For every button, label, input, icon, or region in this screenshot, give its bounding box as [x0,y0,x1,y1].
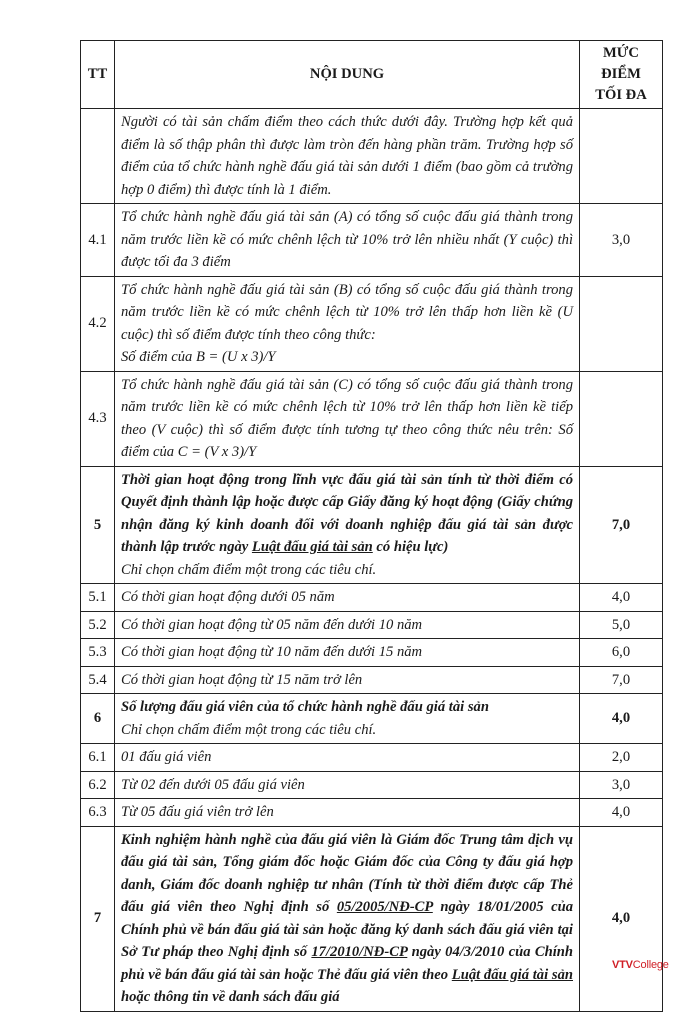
criteria-title: Thời gian hoạt động trong lĩnh vực đấu giá tài sản tính từ thời điểm có Quyết định thành lập hoặc được cấp Giấy đăng ký hoạt động (Giấy chứng nhận đăng ký kinh doanh đối với doanh nghiệp đấu giá tài sản được thành lập trước ngày Luật đấu giá tài sản có hiệu lực) [121,471,573,555]
header-tt: TT [81,41,115,109]
row-tt [81,109,115,204]
row-score: 2,0 [580,744,663,772]
row-score: 4,0 [580,584,663,612]
criteria-note: Chỉ chọn chấm điểm một trong các tiêu chí. [121,721,377,738]
row-tt: 4.2 [81,276,115,371]
table-row [81,611,663,639]
table-row [81,276,663,371]
row-content: 01 đấu giá viên [115,744,580,772]
table-row [81,694,663,744]
row-score: 4,0 [580,799,663,827]
row-content [115,276,580,371]
table-header-row [81,41,663,109]
row-score [580,371,663,466]
row-tt: 5.4 [81,666,115,694]
row-score: 4,0 [580,826,663,1011]
row-score: 4,0 [580,694,663,744]
row-tt: 6.2 [81,771,115,799]
row-content: Từ 02 đến dưới 05 đấu giá viên [115,771,580,799]
vtv-college-logo: VTVCollege [612,959,669,971]
criteria-title: Số lượng đấu giá viên của tổ chức hành nghề đấu giá tài sản [121,699,489,715]
table-row [81,826,663,1011]
row-content: Tổ chức hành nghề đấu giá tài sản (A) có tổng số cuộc đấu giá thành trong năm trước liền kề có mức chênh lệch từ 10% trở lên nhiều nhất (Y cuộc) thì được tối đa 3 điểm [115,204,580,277]
law-link: Luật đấu giá tài sản [451,966,573,983]
row-score: 7,0 [580,466,663,584]
row-content: Có thời gian hoạt động từ 10 năm đến dưới 15 năm [115,639,580,667]
decree-link: 05/2005/NĐ-CP [336,899,433,915]
row-tt: 5.1 [81,584,115,612]
table-row [81,109,663,204]
row-tt: 4.3 [81,371,115,466]
row-tt: 5 [81,466,115,584]
criteria-table [80,40,663,1012]
table-row [81,771,663,799]
header-score: MỨC ĐIỂM TỐI ĐA [580,41,663,109]
table-row [81,744,663,772]
row-tt: 4.1 [81,204,115,277]
row-content: Từ 05 đấu giá viên trở lên [115,799,580,827]
row-score: 6,0 [580,639,663,667]
row-content [115,466,580,584]
table-row [81,371,663,466]
table-row [81,584,663,612]
row-score [580,109,663,204]
row-score [580,276,663,371]
row-score: 5,0 [580,611,663,639]
row-tt: 7 [81,826,115,1011]
row-content: Có thời gian hoạt động từ 15 năm trở lên [115,666,580,694]
row-content: Người có tài sản chấm điểm theo cách thức dưới đây. Trường hợp kết quả điểm là số thập phân thì được làm tròn đến hàng phần trăm. Trường hợp số điểm của tổ chức hành nghề đấu giá tài sản dưới 1 điểm (bao gồm cả trường hợp 0 điểm) thì được tính là 1 điểm. [115,109,580,204]
row-formula: Số điểm của B = (U x 3)/Y [121,349,276,365]
row-score: 3,0 [580,204,663,277]
row-content: Có thời gian hoạt động dưới 05 năm [115,584,580,612]
row-content: Có thời gian hoạt động từ 05 năm đến dưới 10 năm [115,611,580,639]
header-content: NỘI DUNG [115,41,580,109]
row-tt: 6.3 [81,799,115,827]
row-content [115,694,580,744]
row-tt: 6.1 [81,744,115,772]
row-tt: 5.2 [81,611,115,639]
row-content: Tổ chức hành nghề đấu giá tài sản (C) có tổng số cuộc đấu giá thành trong năm trước liền kề có mức chênh lệch từ 10% trở lên thấp hơn liền kề tiếp theo (V cuộc) thì số điểm được tính tương tự theo công thức nêu trên: Số điểm của C = (V x 3)/Y [115,371,580,466]
table-row [81,666,663,694]
row-tt: 6 [81,694,115,744]
table-row [81,204,663,277]
row-score: 7,0 [580,666,663,694]
row-content-text: Tổ chức hành nghề đấu giá tài sản (B) có tổng số cuộc đấu giá thành trong năm trước liền kề có mức chênh lệch từ 10% trở lên thấp hơn liền kề (U cuộc) thì số điểm được tính theo công thức: [121,281,573,343]
table-row [81,639,663,667]
table-row [81,799,663,827]
criteria-note: Chỉ chọn chấm điểm một trong các tiêu chí. [121,561,377,578]
law-link: Luật đấu giá tài sản [251,539,373,555]
row-content: Kinh nghiệm hành nghề của đấu giá viên là Giám đốc Trung tâm dịch vụ đấu giá tài sản, Tổng giám đốc hoặc Giám đốc của Công ty đấu giá hợp danh, Giám đốc doanh nghiệp tư nhân (Tính từ thời điểm được cấp Thẻ đấu giá viên theo Nghị định số 05/2005/NĐ-CP ngày 18/01/2005 của Chính phủ về bán đấu giá tài sản hoặc đăng ký danh sách đấu giá viên tại Sở Tư pháp theo Nghị định số 17/2010/NĐ-CP ngày 04/3/2010 của Chính phủ về bán đấu giá tài sản hoặc Thẻ đấu giá viên theo Luật đấu giá tài sản hoặc thông tin về danh sách đấu giá [115,826,580,1011]
row-score: 3,0 [580,771,663,799]
row-tt: 5.3 [81,639,115,667]
table-row [81,466,663,584]
decree-link: 17/2010/NĐ-CP [311,944,408,960]
